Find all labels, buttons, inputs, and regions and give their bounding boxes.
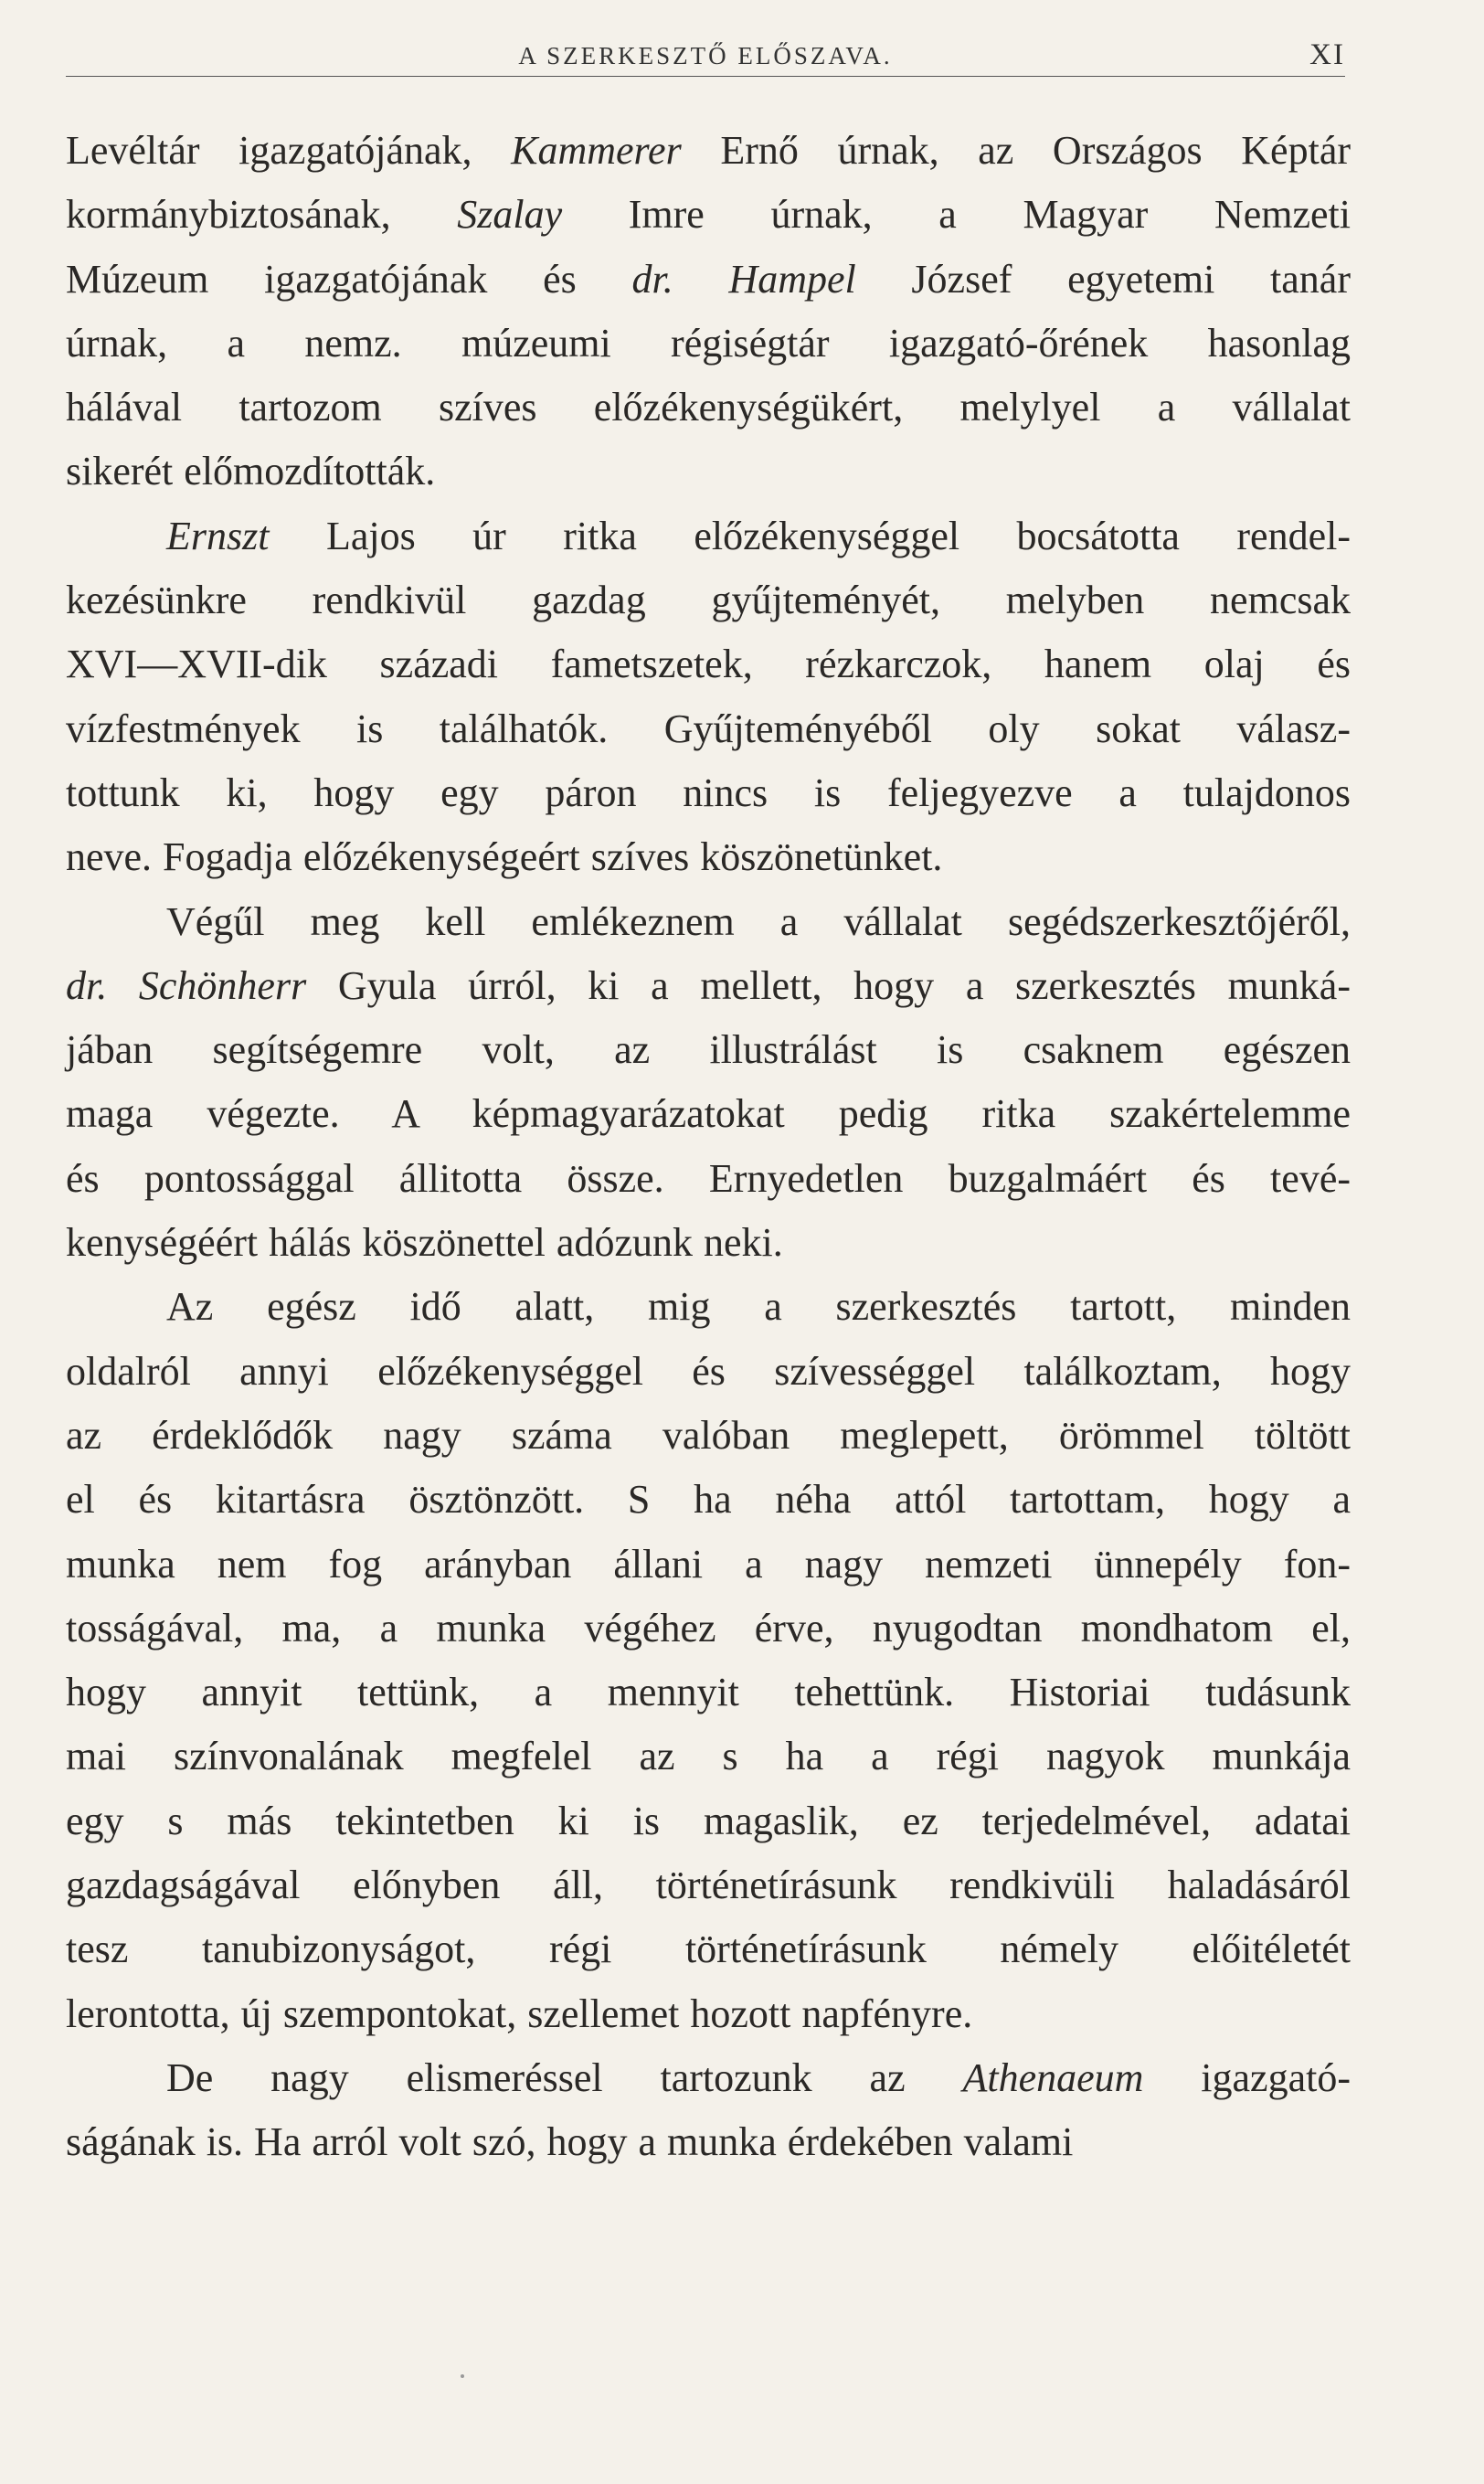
italic-name: Athenaeum — [962, 2054, 1144, 2100]
text-run: kormánybiztosának, — [66, 192, 458, 238]
text-run: lerontotta, új szempontokat, szellemet hozott napfényre. — [66, 1990, 973, 2036]
text-line — [66, 1275, 1351, 1339]
text-line — [66, 440, 1351, 504]
text-run: gazdagságával előnyben áll, történetírásunk rendkivüli haladásáról — [66, 1863, 1351, 1908]
text-line — [66, 2110, 1351, 2174]
text-line — [66, 312, 1351, 376]
running-title: A SZERKESZTŐ ELŐSZAVA. — [518, 42, 893, 69]
text-run: egy s más tekintetben ki is magaslik, ez terjedelmével, adatai — [66, 1798, 1351, 1843]
text-run: munka nem fog arányban állani a nagy nemzeti ünnepély fon- — [66, 1541, 1351, 1587]
text-run: Végűl meg kell emlékeznem a vállalat segédszerkesztőjéről, — [166, 898, 1351, 944]
text-run: tosságával, ma, a munka végéhez érve, nyugodtan mondhatom el, — [66, 1605, 1351, 1651]
text-line — [66, 697, 1351, 761]
text-run: el és kitartásra ösztönzött. S ha néha attól tartottam, hogy a — [66, 1477, 1351, 1523]
text-line — [66, 119, 1351, 183]
text-run: tesz tanubizonyságot, régi történetírásunk némely előitéletét — [66, 1927, 1351, 1972]
text-line — [66, 761, 1351, 825]
text-line — [66, 890, 1351, 954]
text-line — [66, 568, 1351, 632]
header-rule — [66, 76, 1345, 77]
text-run: jában segítségemre volt, az illustrálást is csaknem egészen — [66, 1027, 1351, 1073]
text-line — [66, 1597, 1351, 1661]
text-line — [66, 2046, 1351, 2110]
text-line — [66, 183, 1351, 247]
text-run: Múzeum igazgatójának és — [66, 256, 632, 302]
text-line — [66, 1340, 1351, 1404]
text-line — [66, 825, 1351, 889]
text-line — [66, 1917, 1351, 1981]
text-run: József egyetemi tanár — [855, 256, 1351, 302]
text-run: Imre úrnak, a Magyar Nemzeti — [562, 192, 1351, 238]
text-run: kenységéért hálás köszönettel adózunk neki. — [66, 1220, 783, 1266]
page-number: XI — [1309, 38, 1345, 71]
text-run: tottunk ki, hogy egy páron nincs is feljegyezve a tulajdonos — [66, 770, 1351, 815]
text-run: oldalról annyi előzékenységgel és szívességgel találkoztam, hogy — [66, 1348, 1351, 1394]
text-line — [66, 1404, 1351, 1468]
text-line — [66, 954, 1351, 1018]
text-run: igazgató- — [1143, 2054, 1351, 2100]
paper-speck — [461, 2374, 464, 2378]
text-run: és pontossággal állitotta össze. Ernyedetlen buzgalmáért és tevé- — [66, 1155, 1351, 1201]
text-line — [66, 1018, 1351, 1082]
text-run: kezésünkre rendkivül gazdag gyűjteményét, melyben nemcsak — [66, 578, 1351, 623]
text-run: sikerét előmozdították. — [66, 449, 436, 494]
running-head — [66, 37, 1345, 77]
text-run: XVI—XVII-dik századi fametszetek, rézkarczok, hanem olaj és — [66, 642, 1351, 687]
text-run: Ernő úrnak, az Országos Képtár — [681, 128, 1351, 173]
text-line — [66, 248, 1351, 312]
text-line — [66, 1082, 1351, 1146]
text-run: Gyula úrról, ki a mellett, hogy a szerkesztés munká- — [306, 962, 1351, 1008]
text-run: mai színvonalának megfelel az s ha a régi nagyok munkája — [66, 1734, 1351, 1779]
text-line — [66, 1661, 1351, 1725]
text-run: neve. Fogadja előzékenységeért szíves köszönetünket. — [66, 834, 943, 880]
text-line — [66, 1725, 1351, 1789]
text-run: Lajos úr ritka előzékenységgel bocsátotta rendel- — [269, 513, 1351, 558]
text-run: Levéltár igazgatójának, — [66, 128, 512, 173]
text-run: hogy annyit tettünk, a mennyit tehettünk. Historiai tudásunk — [66, 1670, 1351, 1715]
text-line — [66, 1853, 1351, 1917]
text-line — [66, 1982, 1351, 2046]
text-run: vízfestmények is találhatók. Gyűjteményéből oly sokat válasz- — [66, 706, 1351, 751]
text-line — [66, 1789, 1351, 1853]
body-text — [66, 119, 1351, 2175]
italic-name: Szalay — [457, 192, 563, 238]
text-run: maga végezte. A képmagyarázatokat pedig ritka szakértelemme — [66, 1091, 1351, 1137]
text-run: hálával tartozom szíves előzékenységükért, melylyel a vállalat — [66, 385, 1351, 430]
italic-name: Ernszt — [166, 513, 270, 558]
italic-name: Kammerer — [511, 128, 682, 173]
text-line — [66, 1211, 1351, 1275]
text-line — [66, 504, 1351, 568]
text-line — [66, 1468, 1351, 1532]
text-run: De nagy elismeréssel tartozunk az — [166, 2054, 963, 2100]
italic-name: dr. Schönherr — [66, 962, 307, 1008]
text-line — [66, 632, 1351, 696]
italic-name: dr. Hampel — [631, 256, 856, 302]
text-run: az érdeklődők nagy száma valóban meglepett, örömmel töltött — [66, 1412, 1351, 1458]
text-run: Az egész idő alatt, mig a szerkesztés tartott, minden — [166, 1284, 1351, 1330]
text-line — [66, 1147, 1351, 1211]
text-run: úrnak, a nemz. múzeumi régiségtár igazgató-őrének hasonlag — [66, 320, 1351, 366]
text-line — [66, 376, 1351, 440]
text-line — [66, 1533, 1351, 1597]
text-run: ságának is. Ha arról volt szó, hogy a munka érdekében valami — [66, 2119, 1074, 2165]
